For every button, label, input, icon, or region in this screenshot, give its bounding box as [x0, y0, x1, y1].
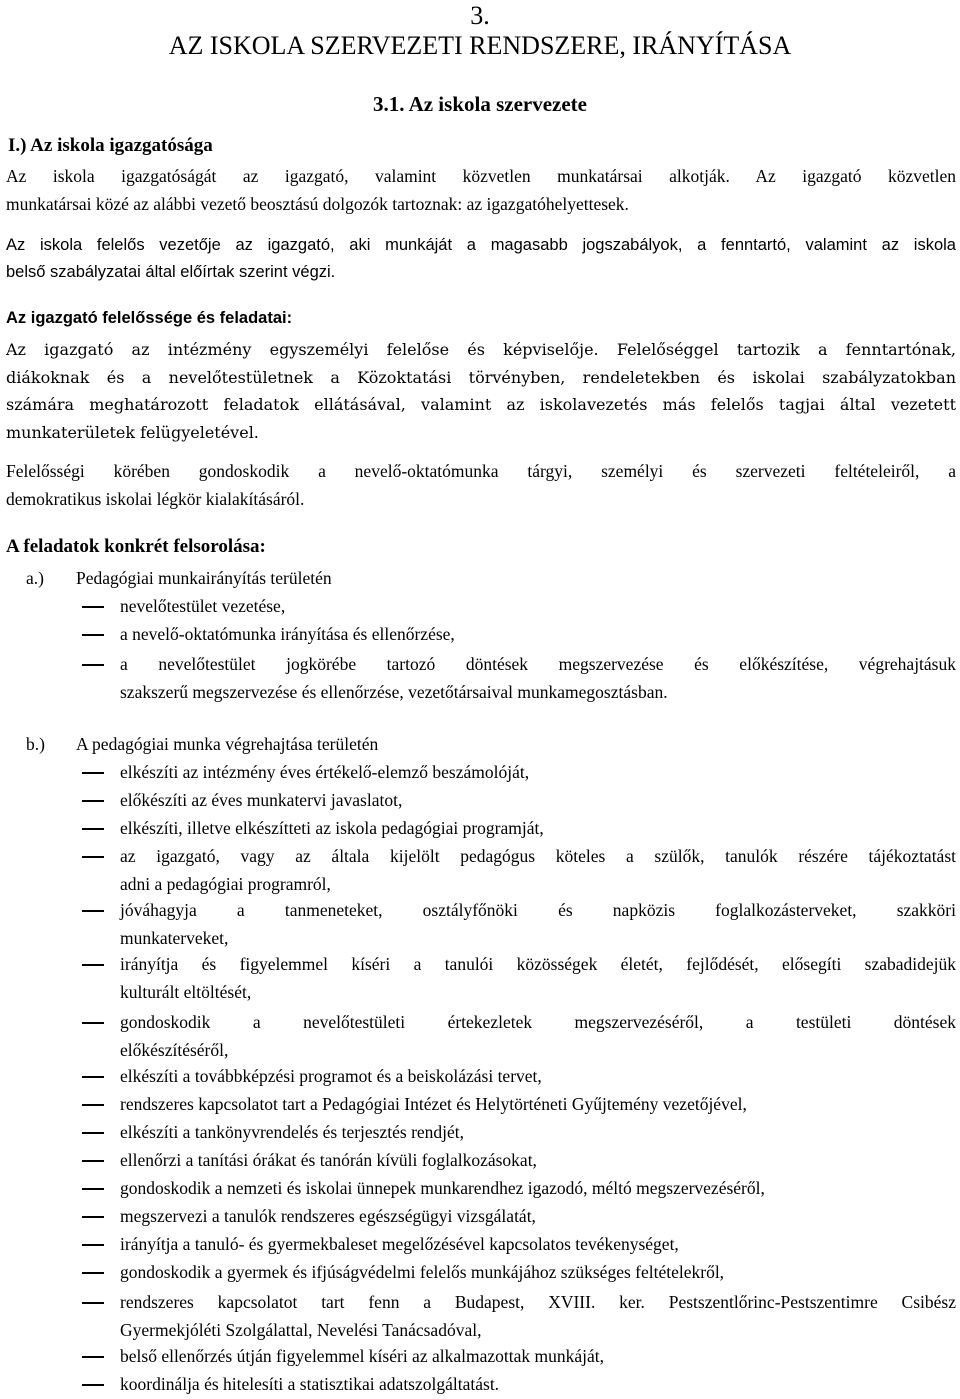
list-b-title: A pedagógiai munka végrehajtása területén	[76, 734, 379, 754]
paragraph-line: Felelősségi körében gondoskodik a nevelő-oktatómunka tárgyi, személyi és szervezeti feltételeiről, a	[6, 461, 956, 481]
list-item: jóváhagyja a tanmeneteket, osztályfőnöki és napközis foglalkozásterveket, szakköri munkaterveket,	[82, 896, 956, 952]
paragraph-line: Az iskola igazgatóságát az igazgató, valamint közvetlen munkatársai alkotják. Az igazgató közvetlen	[6, 166, 956, 186]
subsection-heading-igazgatosag: I.) Az iskola igazgatósága	[8, 135, 213, 156]
list-a-title: Pedagógiai munkairányítás területén	[76, 568, 332, 588]
dash-bullet-icon	[82, 1356, 104, 1358]
paragraph-igazgatosag	[6, 163, 956, 218]
list-item: gondoskodik a nemzeti és iskolai ünnepek munkarendhez igazodó, méltó megszervezéséről,	[82, 1174, 956, 1202]
dash-bullet-icon	[82, 1272, 104, 1274]
chapter-title: AZ ISKOLA SZERVEZETI RENDSZERE, IRÁNYÍTÁSA	[168, 31, 792, 60]
dash-bullet-icon	[82, 964, 104, 966]
dash-bullet-icon	[82, 910, 104, 912]
dash-bullet-icon	[82, 1244, 104, 1246]
list-item: belső ellenőrzés útján figyelemmel kíséri az alkalmazottak munkáját,	[82, 1342, 956, 1370]
paragraph-line: számára meghatározott feladatok ellátásával, valamint az iskolavezetés más felelős tagjai által vezetett	[6, 395, 956, 414]
dash-bullet-icon	[82, 1302, 104, 1304]
list-item: elkészíti a tankönyvrendelés és terjesztés rendjét,	[82, 1118, 956, 1146]
list-item: ellenőrzi a tanítási órákat és tanórán kívüli foglalkozásokat,	[82, 1146, 956, 1174]
list-item: gondoskodik a nevelőtestületi értekezletek megszervezéséről, a testületi döntések előkészítéséről,	[82, 1008, 956, 1064]
chapter-number: 3.	[470, 1, 490, 30]
paragraph-felelossegi-kor	[6, 458, 956, 513]
list-item: megszervezi a tanulók rendszeres egészségügyi vizsgálatát,	[82, 1202, 956, 1230]
dash-bullet-icon	[82, 1022, 104, 1024]
paragraph-line: belső szabályzatai által előírtak szerint végzi.	[6, 263, 336, 281]
paragraph-felelosseg	[6, 336, 956, 446]
dash-bullet-icon	[82, 664, 104, 666]
list-item: rendszeres kapcsolatot tart a Pedagógiai Intézet és Helytörténeti Gyűjtemény vezetőjével,	[82, 1090, 956, 1118]
list-item: koordinálja és hitelesíti a statisztikai adatszolgáltatást.	[82, 1370, 956, 1398]
dash-bullet-icon	[82, 606, 104, 608]
paragraph-line: Az iskola felelős vezetője az igazgató, aki munkáját a magasabb jogszabályok, a fenntartó, valamint az iskola	[6, 236, 956, 254]
dash-bullet-icon	[82, 800, 104, 802]
list-item: elkészíti az intézmény éves értékelő-elemző beszámolóját,	[82, 758, 956, 786]
dash-bullet-icon	[82, 772, 104, 774]
paragraph-line: munkatársai közé az alábbi vezető beosztású dolgozók tartoznak: az igazgatóhelyettesek.	[6, 193, 629, 214]
list-item: rendszeres kapcsolatot tart fenn a Budapest, XVIII. ker. Pestszentlőrinc-Pestszentimre Csibész Gyermekjóléti Szolgálattal, Nevelési Tanácsadóval,	[82, 1288, 956, 1344]
dash-bullet-icon	[82, 1216, 104, 1218]
dash-bullet-icon	[82, 828, 104, 830]
section-title: 3.1. Az iskola szervezete	[372, 92, 587, 116]
list-item: előkészíti az éves munkatervi javaslatot,	[82, 786, 956, 814]
paragraph-line: demokratikus iskolai légkör kialakításáról.	[6, 488, 305, 509]
list-item: gondoskodik a gyermek és ifjúságvédelmi felelős munkájához szükséges feltételekről,	[82, 1258, 956, 1286]
dash-bullet-icon	[82, 634, 104, 636]
list-item: elkészíti a továbbképzési programot és a beiskolázási tervet,	[82, 1062, 956, 1090]
dash-bullet-icon	[82, 1104, 104, 1106]
list-a-label: a.)	[26, 568, 44, 588]
dash-bullet-icon	[82, 1132, 104, 1134]
dash-bullet-icon	[82, 1076, 104, 1078]
list-b-label: b.)	[26, 734, 45, 754]
list-item: nevelőtestület vezetése,	[82, 592, 956, 620]
list-item: irányítja és figyelemmel kíséri a tanulói közösségek életét, fejlődését, elősegíti szabadidejük kulturált eltöltését,	[82, 950, 956, 1006]
list-a-heading	[26, 566, 332, 590]
list-item: elkészíti, illetve elkészítteti az iskola pedagógiai programját,	[82, 814, 956, 842]
list-item: a nevelőtestület jogkörébe tartozó döntések megszervezése és előkészítése, végrehajtásuk szakszerű megszervezése és ellenőrzése, vezetőtársaival munkamegosztásban.	[82, 650, 956, 706]
paragraph-line: diákoknak és a nevelőtestületnek a Közoktatási törvényben, rendeletekben és iskolai szabályzatokban	[6, 367, 956, 387]
subsection-heading-feladatok: A feladatok konkrét felsorolása:	[6, 536, 266, 557]
subsection-heading-felelosseg: Az igazgató felelőssége és feladatai:	[6, 309, 293, 327]
list-b-heading	[26, 732, 378, 756]
paragraph-felelos-vezeto	[6, 232, 956, 286]
dash-bullet-icon	[82, 856, 104, 858]
paragraph-line: Az igazgató az intézmény egyszemélyi felelőse és képviselője. Felelőséggel tartozik a fenntartónak,	[6, 340, 956, 359]
list-item: az igazgató, vagy az általa kijelölt pedagógus köteles a szülők, tanulók részére tájékoztatást adni a pedagógiai programról,	[82, 842, 956, 898]
paragraph-line: munkaterületek felügyeletével.	[6, 422, 259, 442]
dash-bullet-icon	[82, 1188, 104, 1190]
list-item: a nevelő-oktatómunka irányítása és ellenőrzése,	[82, 620, 956, 648]
dash-bullet-icon	[82, 1160, 104, 1162]
list-item: irányítja a tanuló- és gyermekbaleset megelőzésével kapcsolatos tevékenységet,	[82, 1230, 956, 1258]
dash-bullet-icon	[82, 1384, 104, 1386]
